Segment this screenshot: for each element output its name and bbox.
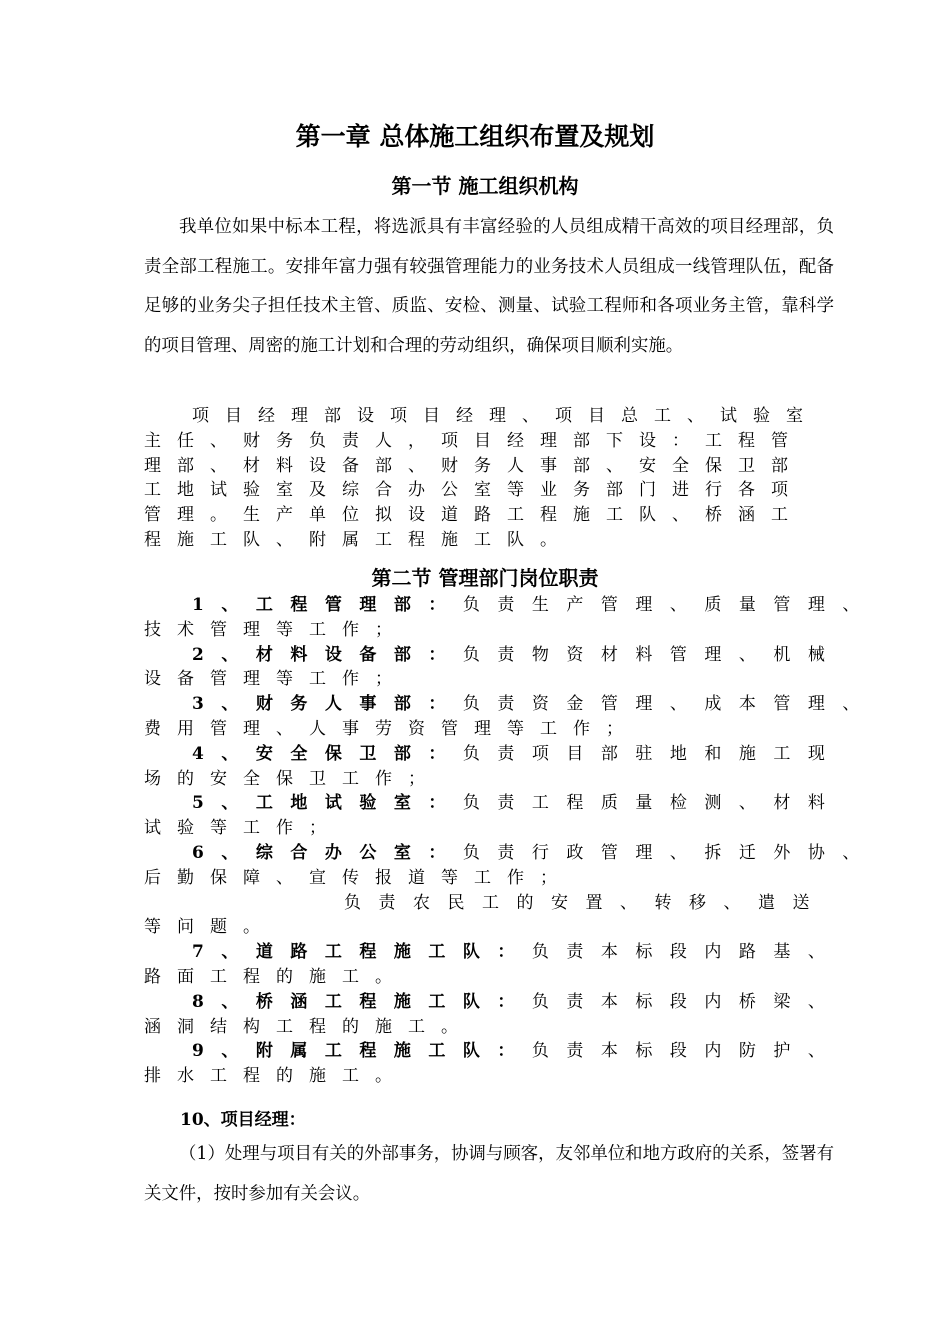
duty-label: 9、附属工程施工队： xyxy=(192,1041,532,1062)
duty-item-line: 技术管理等工作； xyxy=(144,619,408,640)
duty-item-line: 试验等工作； xyxy=(144,818,342,839)
duty-label: 6、综合办公室： xyxy=(192,842,463,863)
duty-item-line xyxy=(144,990,844,1015)
duty-item-line xyxy=(144,891,844,916)
duty-text: 负责物资材料管理、机械 xyxy=(462,644,843,665)
duty-text: 负责资金管理、成本管理、 xyxy=(462,694,877,715)
duty-item-line: 后勤保障、宣传报道等工作； xyxy=(144,867,573,888)
chapter-title: 第一章 总体施工组织布置及规划 xyxy=(295,122,655,151)
duty-label: 2、材料设备部： xyxy=(192,644,463,665)
duty-item-line: 费用管理、人事劳资管理等工作； xyxy=(144,718,639,739)
duty-label: 7、道路工程施工队： xyxy=(192,942,532,963)
org-line: 理部、材料设备部、财务人事部、安全保卫部 xyxy=(144,455,804,476)
org-line: 项目经理部设项目经理、项目总工、试验室 xyxy=(192,406,819,426)
org-line: 程施工队、附属工程施工队。 xyxy=(144,529,573,550)
duty-item-line xyxy=(144,1039,844,1064)
duty-text: 负责本标段内桥梁、 xyxy=(531,991,843,1012)
duty-item-line xyxy=(144,643,844,668)
duty-text: 负责本标段内防护、 xyxy=(531,1041,843,1062)
duty-item-line: 路面工程的施工。 xyxy=(144,966,408,987)
org-line: 工地试验室及综合办公室等业务部门进行各项 xyxy=(144,480,804,501)
duty-label: 1、工程管理部： xyxy=(192,595,463,615)
duty-item-line xyxy=(144,940,844,965)
duty-text: 负责工程质量检测、材料 xyxy=(462,793,843,814)
duty-item-line xyxy=(144,841,877,866)
org-line: 主任、财务负责人，项目经理部下设：工程管 xyxy=(144,430,804,451)
item10-paragraph: （1）处理与项目有关的外部事务，协调与顾客，友邻单位和地方政府的关系，签署有关文件，按时参加有关会议。 xyxy=(144,1144,834,1204)
duty-label: 3、财务人事部： xyxy=(192,694,463,715)
duty-item-line: 等问题。 xyxy=(144,917,276,938)
item10-title: 10、项目经理： xyxy=(180,1110,306,1130)
section1-org-paragraph xyxy=(144,404,844,553)
section1-title: 第一节 施工组织机构 xyxy=(391,174,579,198)
duty-text: 负责本标段内路基、 xyxy=(531,942,843,963)
duty-text: 负责生产管理、质量管理、 xyxy=(462,595,877,615)
duty-item-line: 场的安全保卫工作； xyxy=(144,768,441,789)
duty-text: 负责农民工的安置、转移、遣送 xyxy=(344,892,827,913)
duty-item-line: 涵洞结构工程的施工。 xyxy=(144,1016,474,1037)
section1-paragraph: 我单位如果中标本工程，将选派具有丰富经验的人员组成精干高效的项目经理部，负责全部工程施工。安排年富力强有较强管理能力的业务技术人员组成一线管理队伍，配备足够的业务尖子担任技术主管、质监、安检、测量、试验工程师和各项业务主管，靠科学的项目管理、周密的施工计划和合理的劳动组织，确保项目顺利实施。 xyxy=(144,217,834,356)
duty-text: 负责行政管理、拆迁外协、 xyxy=(462,842,877,863)
duties-list xyxy=(144,593,877,1089)
duty-text: 负责项目部驻地和施工现 xyxy=(462,743,843,764)
duty-item-line: 设备管理等工作； xyxy=(144,669,408,690)
duty-item-line xyxy=(144,742,844,767)
duty-label: 5、工地试验室： xyxy=(192,793,463,814)
duty-item-line: 排水工程的施工。 xyxy=(144,1066,408,1087)
duty-label: 4、安全保卫部： xyxy=(192,743,463,764)
org-line: 管理。生产单位拟设道路工程施工队、桥涵工 xyxy=(144,505,804,526)
duty-label: 8、桥涵工程施工队： xyxy=(192,991,532,1012)
duty-item-line xyxy=(144,692,877,717)
duty-item-line xyxy=(144,593,877,618)
duty-item-line xyxy=(144,791,844,816)
section2-title: 第二节 管理部门岗位职责 xyxy=(371,566,599,590)
